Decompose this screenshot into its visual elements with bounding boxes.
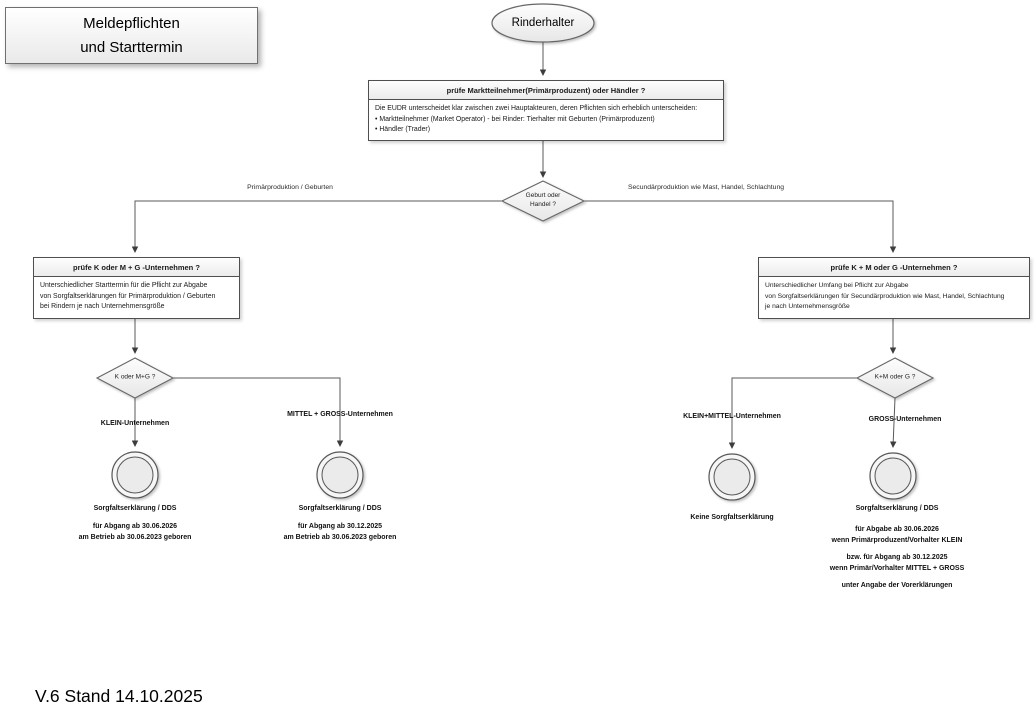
outcome-mittelgross-line2: für Abgang ab 30.12.2025 — [297, 523, 383, 530]
left-check-line2: von Sorgfaltserklärungen für Primärproduktion / Geburten — [40, 292, 216, 300]
decision-main-label — [526, 192, 561, 210]
terminal-circle-kleinmittel — [709, 454, 755, 500]
outcome-mittelgross-line3: am Betrieb ab 30.06.2023 geboren — [283, 534, 397, 541]
outcome-gross — [830, 503, 965, 591]
terminal-circle-mittelgross — [317, 452, 363, 498]
outcome-kleinmittel-line1: Keine Sorgfaltserklärung — [690, 514, 774, 521]
outcome-klein-line3: am Betrieb ab 30.06.2023 geboren — [78, 534, 192, 541]
connector-decision-to-rightcheck — [584, 201, 893, 252]
decision-main-line1: Geburt oder — [525, 192, 561, 200]
outcome-gross-line5: wenn Primär/Vorhalter MITTEL + GROSS — [829, 565, 965, 572]
main-check-header: prüfe Marktteilnehmer(Primärproduzent) oder Händler ? — [369, 81, 723, 100]
version-stamp: V.6 Stand 14.10.2025 — [35, 686, 203, 706]
outcome-mittelgross-line1: Sorgfaltserklärung / DDS — [298, 505, 382, 512]
connector-decision-to-leftcheck — [135, 201, 502, 252]
decision-left-label: K oder M+G ? — [114, 373, 156, 381]
branch-mittelgross-label: MITTEL + GROSS-Unternehmen — [287, 411, 393, 418]
branch-left-label: Primärproduktion / Geburten — [247, 184, 333, 191]
outcome-gross-line1: Sorgfaltserklärung / DDS — [855, 505, 939, 512]
outcome-mittelgross — [284, 503, 397, 543]
main-check-line2: • Marktteilnehmer (Market Operator) - bei Rinder: Tierhalter mit Geburten (Primärproduzent) — [375, 115, 655, 123]
right-check-line1: Unterschiedlicher Umfang bei Pflicht zur Abgabe — [765, 282, 909, 289]
main-check-line3: • Händler (Trader) — [375, 126, 431, 133]
outcome-gross-line6: unter Angabe der Vorerklärungen — [841, 582, 953, 589]
right-check-header: prüfe K + M oder G -Unternehmen ? — [759, 258, 1029, 277]
decision-right-label: K+M oder G ? — [874, 373, 916, 381]
left-check-box — [33, 257, 240, 319]
left-check-line1: Unterschiedlicher Starttermin für die Pflicht zur Abgabe — [40, 282, 208, 289]
outcome-klein-line2: für Abgang ab 30.06.2026 — [92, 523, 178, 530]
left-check-line3: bei Rindern je nach Unternehmensgröße — [40, 303, 165, 310]
title-line2: und Starttermin — [80, 38, 183, 56]
title-line1: Meldepflichten — [83, 15, 180, 33]
branch-klein-label: KLEIN-Unternehmen — [100, 420, 170, 427]
outcome-gross-line2: für Abgabe ab 30.06.2026 — [855, 526, 939, 533]
main-check-body — [369, 100, 723, 140]
right-check-line3: je nach Unternehmensgröße — [765, 303, 850, 310]
branch-kleinmittel-label: KLEIN+MITTEL-Unternehmen — [683, 413, 781, 420]
right-check-box — [758, 257, 1030, 319]
main-check-line1: Die EUDR unterscheidet klar zwischen zwei Hauptakteuren, deren Pflichten sich erheblich unterscheiden: — [375, 105, 698, 112]
outcome-klein — [79, 503, 192, 543]
outcome-gross-line4: bzw. für Abgang ab 30.12.2025 — [846, 554, 948, 561]
main-check-box — [368, 80, 724, 141]
start-node-label: Rinderhalter — [511, 17, 575, 29]
right-check-line2: von Sorgfaltserklärungen für Secundärproduktion wie Mast, Handel, Schlachtung — [765, 292, 1005, 300]
branch-right-label: Secundärproduktion wie Mast, Handel, Schlachtung — [627, 184, 785, 191]
outcome-klein-line1: Sorgfaltserklärung / DDS — [93, 505, 177, 512]
title-box — [5, 7, 258, 64]
outcome-kleinmittel — [690, 512, 773, 523]
branch-gross-label: GROSS-Unternehmen — [868, 416, 942, 423]
left-check-header: prüfe K oder M + G -Unternehmen ? — [34, 258, 239, 277]
terminal-circle-gross — [870, 453, 916, 499]
outcome-gross-line3: wenn Primärproduzent/Vorhalter KLEIN — [831, 537, 963, 544]
left-check-body — [34, 277, 239, 317]
terminal-circle-klein — [112, 452, 158, 498]
right-check-body — [759, 277, 1029, 317]
decision-main-line2: Handel ? — [529, 201, 557, 208]
